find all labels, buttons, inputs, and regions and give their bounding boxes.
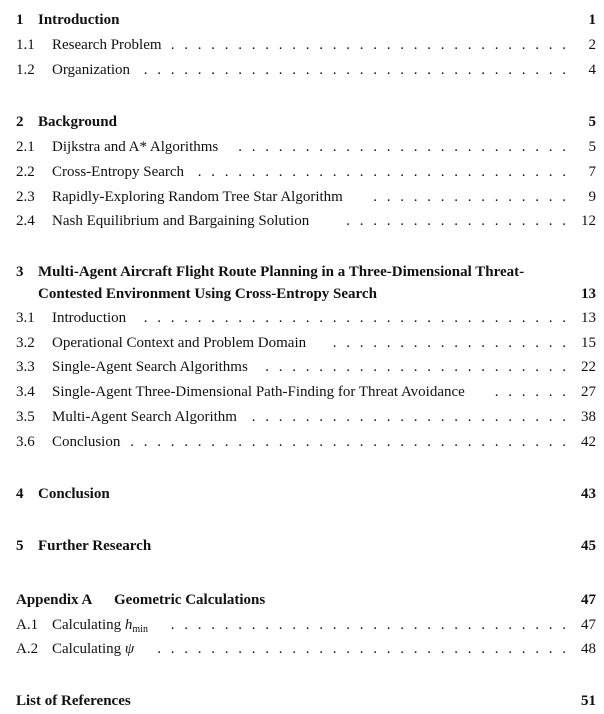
chapter-title: Background	[38, 114, 117, 130]
page-number: 22	[581, 359, 596, 375]
dot-leader	[252, 406, 566, 428]
section-title: Operational Context and Problem Domain	[52, 335, 307, 351]
references-title: List of References	[16, 693, 131, 709]
section-title: Single-Agent Search Algorithms	[52, 359, 248, 375]
section-title: Organization	[52, 62, 131, 78]
page-number: 42	[581, 434, 596, 450]
toc-section-1-1[interactable]	[16, 34, 596, 56]
dot-leader	[336, 210, 566, 232]
section-number: A.2	[16, 641, 39, 657]
page-number: 47	[581, 592, 596, 608]
section-title: Single-Agent Three-Dimensional Path-Finding for Threat Avoidance	[52, 384, 465, 400]
page-number: 1	[588, 12, 596, 28]
section-title: Nash Equilibrium and Bargaining Solution	[52, 213, 310, 229]
toc-section-3-5[interactable]	[16, 406, 596, 428]
math-symbol: ψ	[124, 641, 135, 657]
section-number: 3.5	[16, 409, 35, 425]
page-number: 13	[581, 286, 596, 302]
toc-section-3-6[interactable]	[16, 431, 596, 453]
section-number: 1.1	[16, 37, 35, 53]
dot-leader	[198, 161, 566, 183]
page-number: 12	[581, 213, 596, 229]
section-title: Conclusion	[52, 434, 121, 450]
toc-chapter-4[interactable]	[16, 483, 596, 505]
appendix-title: Geometric Calculations	[114, 592, 266, 608]
page-number: 38	[581, 409, 596, 425]
toc-section-2-2[interactable]	[16, 161, 596, 183]
dot-leader	[266, 356, 566, 378]
toc-chapter-3[interactable]	[16, 261, 596, 305]
page-number: 9	[588, 189, 596, 205]
page-number: 5	[588, 139, 596, 155]
toc-appendix-a[interactable]	[16, 589, 596, 611]
toc-section-1-2[interactable]	[16, 59, 596, 81]
section-title-prefix: Calculating	[52, 641, 122, 657]
section-number: 2.4	[16, 213, 35, 229]
page-number: 15	[581, 335, 596, 351]
dot-leader	[236, 136, 566, 158]
chapter-title: Further Research	[38, 538, 152, 554]
chapter-title-line-1: Multi-Agent Aircraft Flight Route Planning in a Three-Dimensional Threat-	[38, 264, 525, 280]
page-number: 45	[581, 538, 596, 554]
toc-section-2-3[interactable]	[16, 186, 596, 208]
toc-section-3-4[interactable]	[16, 381, 596, 403]
toc-chapter-5[interactable]	[16, 535, 596, 557]
section-title: Rapidly-Exploring Random Tree Star Algorithm	[52, 189, 343, 205]
page-number: 27	[581, 384, 596, 400]
section-number: 3.4	[16, 384, 35, 400]
math-subscript: min	[132, 624, 148, 635]
dot-leader	[368, 186, 566, 208]
section-number: 2.3	[16, 189, 35, 205]
page-number: 43	[581, 486, 596, 502]
section-number: 3.6	[16, 434, 35, 450]
toc-chapter-1[interactable]	[16, 9, 596, 31]
chapter-number: 1	[16, 12, 24, 28]
section-number: 2.2	[16, 164, 35, 180]
section-title: Multi-Agent Search Algorithm	[52, 409, 237, 425]
chapter-title-line-2: Contested Environment Using Cross-Entropy Search	[38, 286, 377, 302]
section-number: 3.1	[16, 310, 35, 326]
toc-section-3-3[interactable]	[16, 356, 596, 378]
section-title: Dijkstra and A* Algorithms	[52, 139, 219, 155]
page-number: 47	[581, 617, 596, 633]
dot-leader	[152, 638, 566, 660]
toc-section-2-4[interactable]	[16, 210, 596, 232]
section-number: 2.1	[16, 139, 35, 155]
dot-leader	[166, 614, 566, 636]
section-number: 3.3	[16, 359, 35, 375]
toc-section-2-1[interactable]	[16, 136, 596, 158]
toc-section-3-2[interactable]	[16, 332, 596, 354]
section-title-prefix: Calculating	[52, 617, 122, 633]
page-number: 48	[581, 641, 596, 657]
appendix-label: Appendix A	[16, 592, 93, 608]
toc-chapter-2[interactable]	[16, 111, 596, 133]
dot-leader	[128, 431, 566, 453]
dot-leader	[140, 59, 566, 81]
page-number: 2	[588, 37, 596, 53]
dot-leader	[494, 381, 566, 403]
section-number: 1.2	[16, 62, 35, 78]
section-title	[52, 638, 134, 660]
section-title: Research Problem	[52, 37, 162, 53]
toc-list-of-references[interactable]	[16, 690, 596, 712]
toc-section-a-1[interactable]	[16, 614, 596, 636]
section-title: Cross-Entropy Search	[52, 164, 185, 180]
toc-section-a-2[interactable]	[16, 638, 596, 660]
page-number: 5	[588, 114, 596, 130]
chapter-number: 4	[16, 486, 24, 502]
section-title: Introduction	[52, 310, 127, 326]
dot-leader	[172, 34, 566, 56]
chapter-title: Conclusion	[38, 486, 110, 502]
chapter-number: 5	[16, 538, 24, 554]
chapter-number: 2	[16, 114, 24, 130]
dot-leader	[328, 332, 566, 354]
toc-section-3-1[interactable]	[16, 307, 596, 329]
section-number: A.1	[16, 617, 39, 633]
section-title	[52, 614, 148, 641]
dot-leader	[140, 307, 566, 329]
page-number: 4	[588, 62, 596, 78]
page-number: 51	[581, 693, 596, 709]
page-number: 13	[581, 310, 596, 326]
section-number: 3.2	[16, 335, 35, 351]
chapter-title: Introduction	[38, 12, 120, 28]
page-number: 7	[588, 164, 596, 180]
chapter-number: 3	[16, 264, 24, 280]
math-symbol: h	[124, 617, 133, 633]
